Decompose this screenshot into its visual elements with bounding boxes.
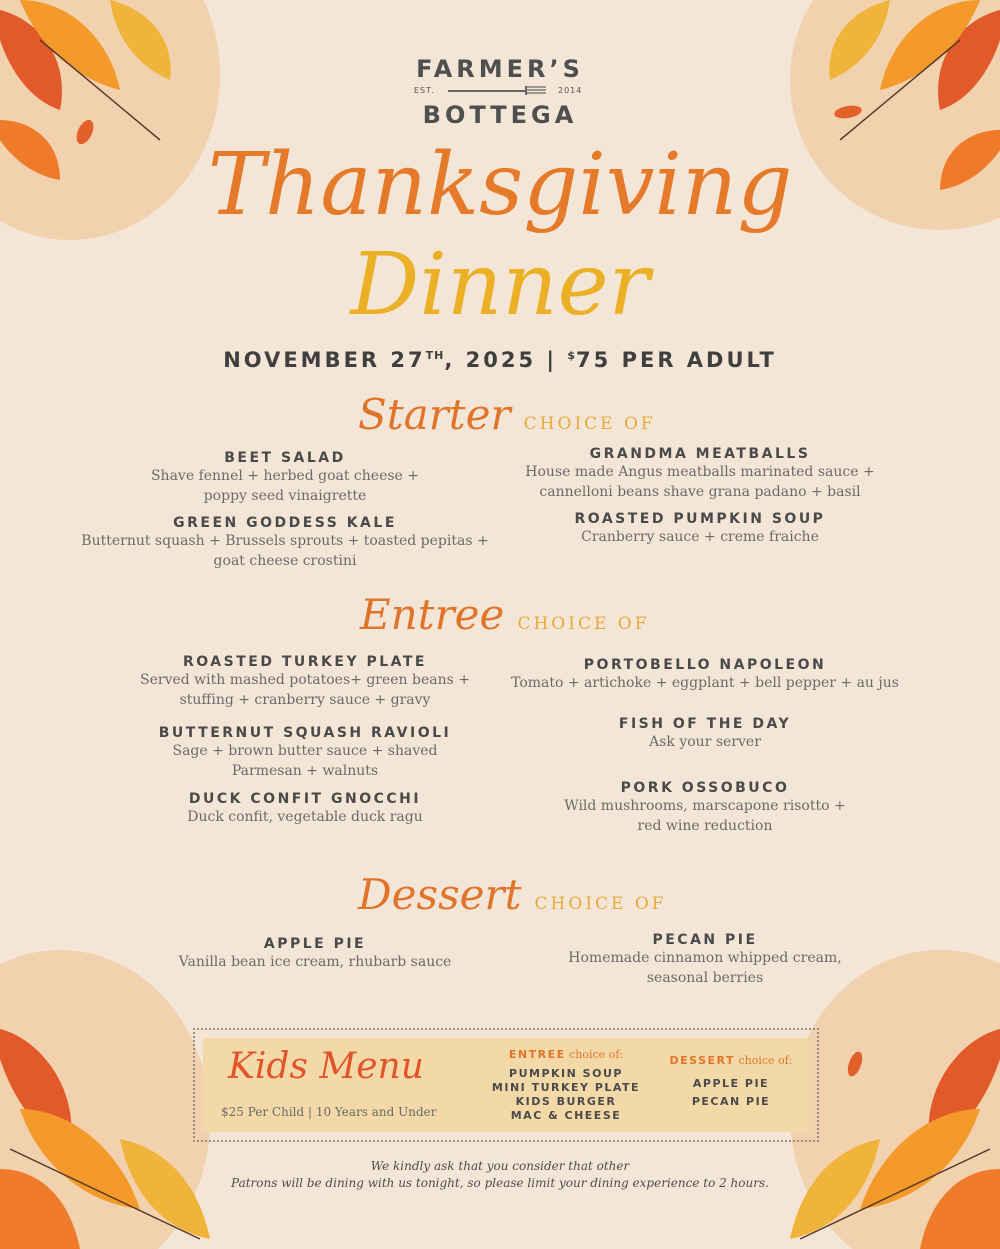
brand-name-line2: BOTTEGA (422, 101, 578, 129)
event-price: 75 PER ADULT (576, 348, 777, 372)
dessert-title: Dessert (358, 870, 522, 919)
item-description: Ask your server (649, 734, 761, 750)
kids-entree-list (486, 1067, 646, 1123)
note-line-1: We kindly ask that you consider that other (370, 1159, 630, 1173)
item-description: Served with mashed potatoes+ green beans + stuffing + cranberry sauce + gravy (140, 672, 470, 708)
list-item: APPLE PIE (692, 1077, 770, 1090)
est-year: 2014 (558, 86, 583, 95)
item-description: Wild mushrooms, marscapone risotto + red wine reduction (564, 798, 846, 834)
est-label: EST. (414, 86, 435, 95)
item-name: GRANDMA MEATBALLS (589, 446, 811, 462)
menu-item-grandma-meatballs (495, 446, 905, 502)
event-date-price (0, 348, 1000, 372)
kids-menu-price: $25 Per Child | 10 Years and Under (221, 1105, 437, 1119)
item-description: Shave fennel + herbed goat cheese + poppy seed vinaigrette (150, 468, 420, 504)
menu-item-pecan-pie (510, 932, 900, 988)
kids-dessert-block (658, 1054, 804, 1111)
list-item: PECAN PIE (691, 1095, 771, 1108)
menu-item-butternut-squash-ravioli (100, 725, 510, 781)
item-description: Cranberry sauce + creme fraiche (581, 529, 819, 545)
kids-menu-box (193, 1028, 819, 1142)
kids-entree-label: ENTREE (508, 1048, 566, 1061)
item-description: Sage + brown butter sauce + shaved Parmesan + walnuts (172, 743, 438, 779)
kids-dessert-list (658, 1075, 804, 1111)
starter-heading (358, 390, 656, 439)
brand-name-line1: FARMER’S (416, 55, 584, 83)
starter-choice-of: CHOICE OF (523, 414, 656, 434)
entree-heading (360, 590, 650, 639)
item-name: GREEN GODDESS KALE (173, 515, 397, 531)
kids-entree-heading (486, 1048, 646, 1061)
menu-item-pork-ossobuco (490, 780, 920, 836)
item-description: Duck confit, vegetable duck ragu (187, 809, 423, 825)
dining-time-note (0, 1158, 1000, 1192)
price-currency: $ (567, 349, 577, 362)
item-description: Tomato + artichoke + eggplant + bell pepper + au jus (511, 675, 899, 691)
kids-entree-choice: choice of: (569, 1048, 624, 1061)
title-thanksgiving: Thanksgiving (207, 135, 793, 235)
item-name: PORK OSSOBUCO (620, 780, 790, 796)
fork-icon (448, 85, 548, 97)
item-description: Butternut squash + Brussels sprouts + toasted pepitas + goat cheese crostini (81, 533, 489, 569)
kids-dessert-choice: choice of: (738, 1054, 793, 1067)
item-name: FISH OF THE DAY (618, 716, 792, 732)
item-name: BUTTERNUT SQUASH RAVIOLI (158, 725, 452, 741)
kids-entree-block (486, 1048, 646, 1123)
title-dinner: Dinner (350, 235, 650, 335)
item-name: ROASTED TURKEY PLATE (183, 654, 427, 670)
item-name: ROASTED PUMPKIN SOUP (574, 511, 826, 527)
entree-title: Entree (360, 590, 505, 639)
kids-dessert-heading (658, 1054, 804, 1067)
dessert-choice-of: CHOICE OF (534, 894, 667, 914)
list-item: MAC & CHEESE (510, 1109, 622, 1122)
kids-dessert-label: DESSERT (669, 1054, 736, 1067)
list-item: KIDS BURGER (515, 1095, 617, 1108)
kids-menu-title: Kids Menu (228, 1046, 424, 1087)
item-name: PECAN PIE (652, 932, 758, 948)
list-item: MINI TURKEY PLATE (491, 1081, 641, 1094)
menu-item-roasted-turkey-plate (100, 654, 510, 710)
event-date: NOVEMBER 27 (223, 348, 426, 372)
item-name: DUCK CONFIT GNOCCHI (188, 791, 422, 807)
menu-item-green-goddess-kale (60, 515, 510, 571)
item-description: Homemade cinnamon whipped cream, seasonal berries (568, 950, 842, 986)
menu-item-beet-salad (100, 450, 470, 506)
entree-choice-of: CHOICE OF (517, 614, 650, 634)
menu-item-roasted-pumpkin-soup (495, 511, 905, 547)
item-description: House made Angus meatballs marinated sauce + cannelloni beans shave grana padano + basil (525, 464, 875, 500)
menu-item-portobello-napoleon (490, 657, 920, 693)
brand-established-row (390, 83, 610, 99)
date-separator: , 2025 | (444, 348, 568, 372)
item-name: BEET SALAD (224, 450, 346, 466)
item-name: APPLE PIE (263, 936, 367, 952)
list-item: PUMPKIN SOUP (509, 1067, 623, 1080)
item-description: Vanilla bean ice cream, rhubarb sauce (178, 954, 452, 970)
kids-menu-panel (203, 1038, 809, 1132)
menu-item-duck-confit-gnocchi (100, 791, 510, 827)
note-line-2: Patrons will be dining with us tonight, so please limit your dining experience to 2 hours. (231, 1176, 769, 1190)
menu-item-fish-of-the-day (490, 716, 920, 752)
starter-title: Starter (358, 390, 511, 439)
date-suffix: TH (425, 349, 445, 362)
item-name: PORTOBELLO NAPOLEON (583, 657, 827, 673)
menu-item-apple-pie (120, 936, 510, 972)
dessert-heading (358, 870, 667, 919)
